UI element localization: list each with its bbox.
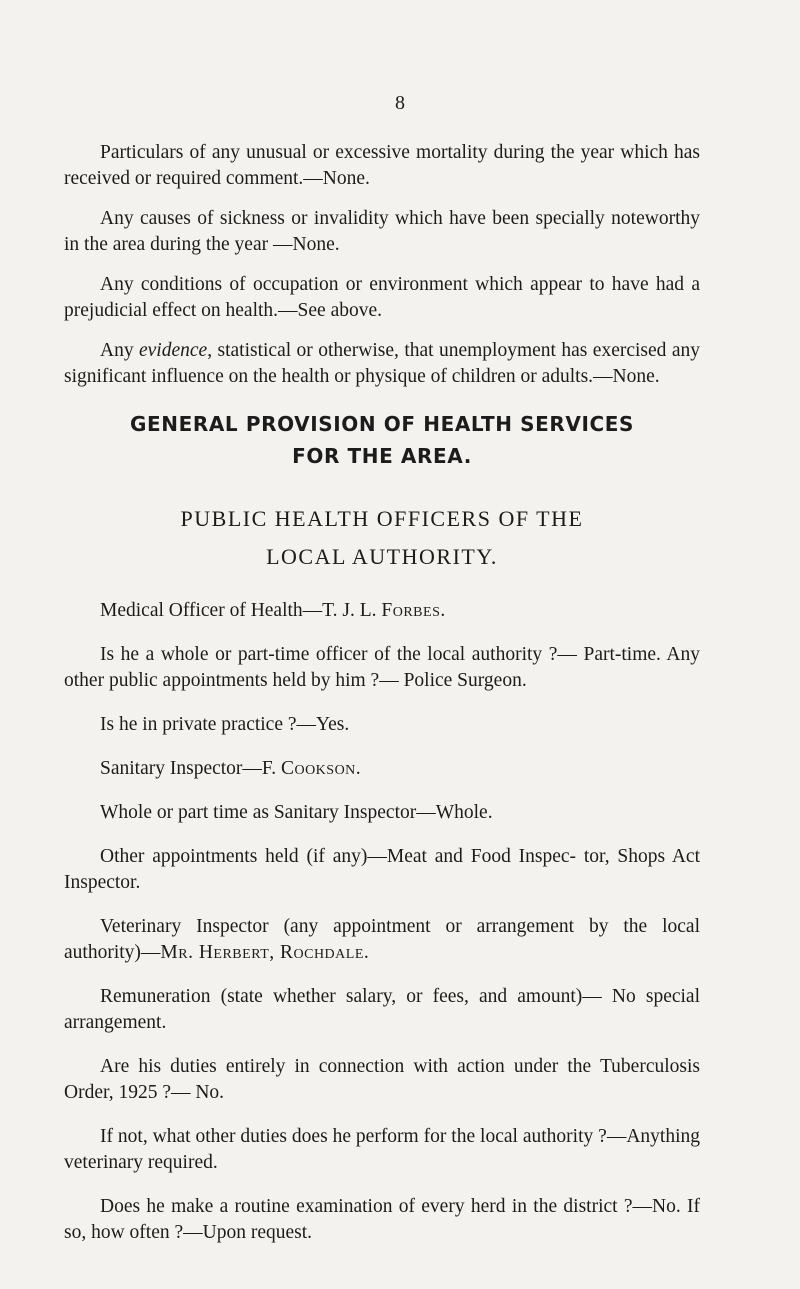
- other-duties-paragraph: If not, what other duties does he perform for the local authority ?—Anything veterinary required.: [64, 1126, 700, 1173]
- veterinary-inspector-paragraph: [64, 914, 700, 966]
- unemployment-paragraph: [64, 338, 700, 390]
- medical-officer-paragraph: [64, 598, 700, 624]
- page-content: [64, 140, 700, 1264]
- sanitary-inspector-name: Cookson.: [280, 758, 362, 779]
- medical-officer-prefix: Medical Officer of Health—T. J. L.: [100, 600, 382, 621]
- whole-part-time-paragraph: Is he a whole or part-time officer of the local authority ?— Part-time. Any other public appointments held by him ?— Police Surgeon.: [64, 644, 700, 691]
- public-health-officers-heading-line2: LOCAL AUTHORITY.: [266, 544, 498, 569]
- unemployment-suffix: , statistical or otherwise, that unemployment has exercised any significant influence on the health or physique of children or adults.—None.: [64, 340, 700, 387]
- tuberculosis-paragraph: Are his duties entirely in connection with action under the Tuberculosis Order, 1925 ?— No.: [64, 1056, 700, 1103]
- medical-officer-name: Forbes.: [381, 600, 446, 621]
- whole-time-paragraph: Whole or part time as Sanitary Inspector—Whole.: [100, 802, 493, 823]
- sanitary-inspector-prefix: Sanitary Inspector—F.: [100, 758, 281, 779]
- mortality-paragraph: Particulars of any unusual or excessive mortality during the year which has received or required comment.—None.: [64, 142, 700, 189]
- veterinary-inspector-name: Mr. Herbert, Rochdale.: [160, 942, 370, 963]
- public-health-officers-heading-line1: PUBLIC HEALTH OFFICERS OF THE: [180, 506, 584, 531]
- public-health-officers-heading: [64, 500, 700, 576]
- general-provision-heading-line2: FOR THE AREA.: [292, 444, 472, 468]
- unemployment-emphasis: evidence: [139, 340, 208, 361]
- occupation-paragraph: Any conditions of occupation or environment which appear to have had a prejudicial effect on health.—See above.: [64, 274, 700, 321]
- general-provision-heading: [64, 408, 700, 472]
- private-practice-paragraph: Is he in private practice ?—Yes.: [100, 714, 350, 735]
- unemployment-prefix: Any: [100, 340, 139, 361]
- routine-examination-paragraph: Does he make a routine examination of every herd in the district ?—No. If so, how often ?—Upon request.: [64, 1196, 700, 1243]
- sickness-paragraph: Any causes of sickness or invalidity which have been specially noteworthy in the area during the year —None.: [64, 208, 700, 255]
- general-provision-heading-line1: GENERAL PROVISION OF HEALTH SERVICES: [129, 412, 635, 436]
- sanitary-inspector-paragraph: [64, 756, 700, 782]
- page-number: 8: [395, 92, 405, 114]
- veterinary-inspector-prefix: Veterinary Inspector (any appointment or arrangement by the local authority)—: [64, 916, 700, 963]
- remuneration-paragraph: Remuneration (state whether salary, or fees, and amount)— No special arrangement.: [64, 986, 700, 1033]
- other-appointments-paragraph: Other appointments held (if any)—Meat and Food Inspec- tor, Shops Act Inspector.: [64, 846, 700, 893]
